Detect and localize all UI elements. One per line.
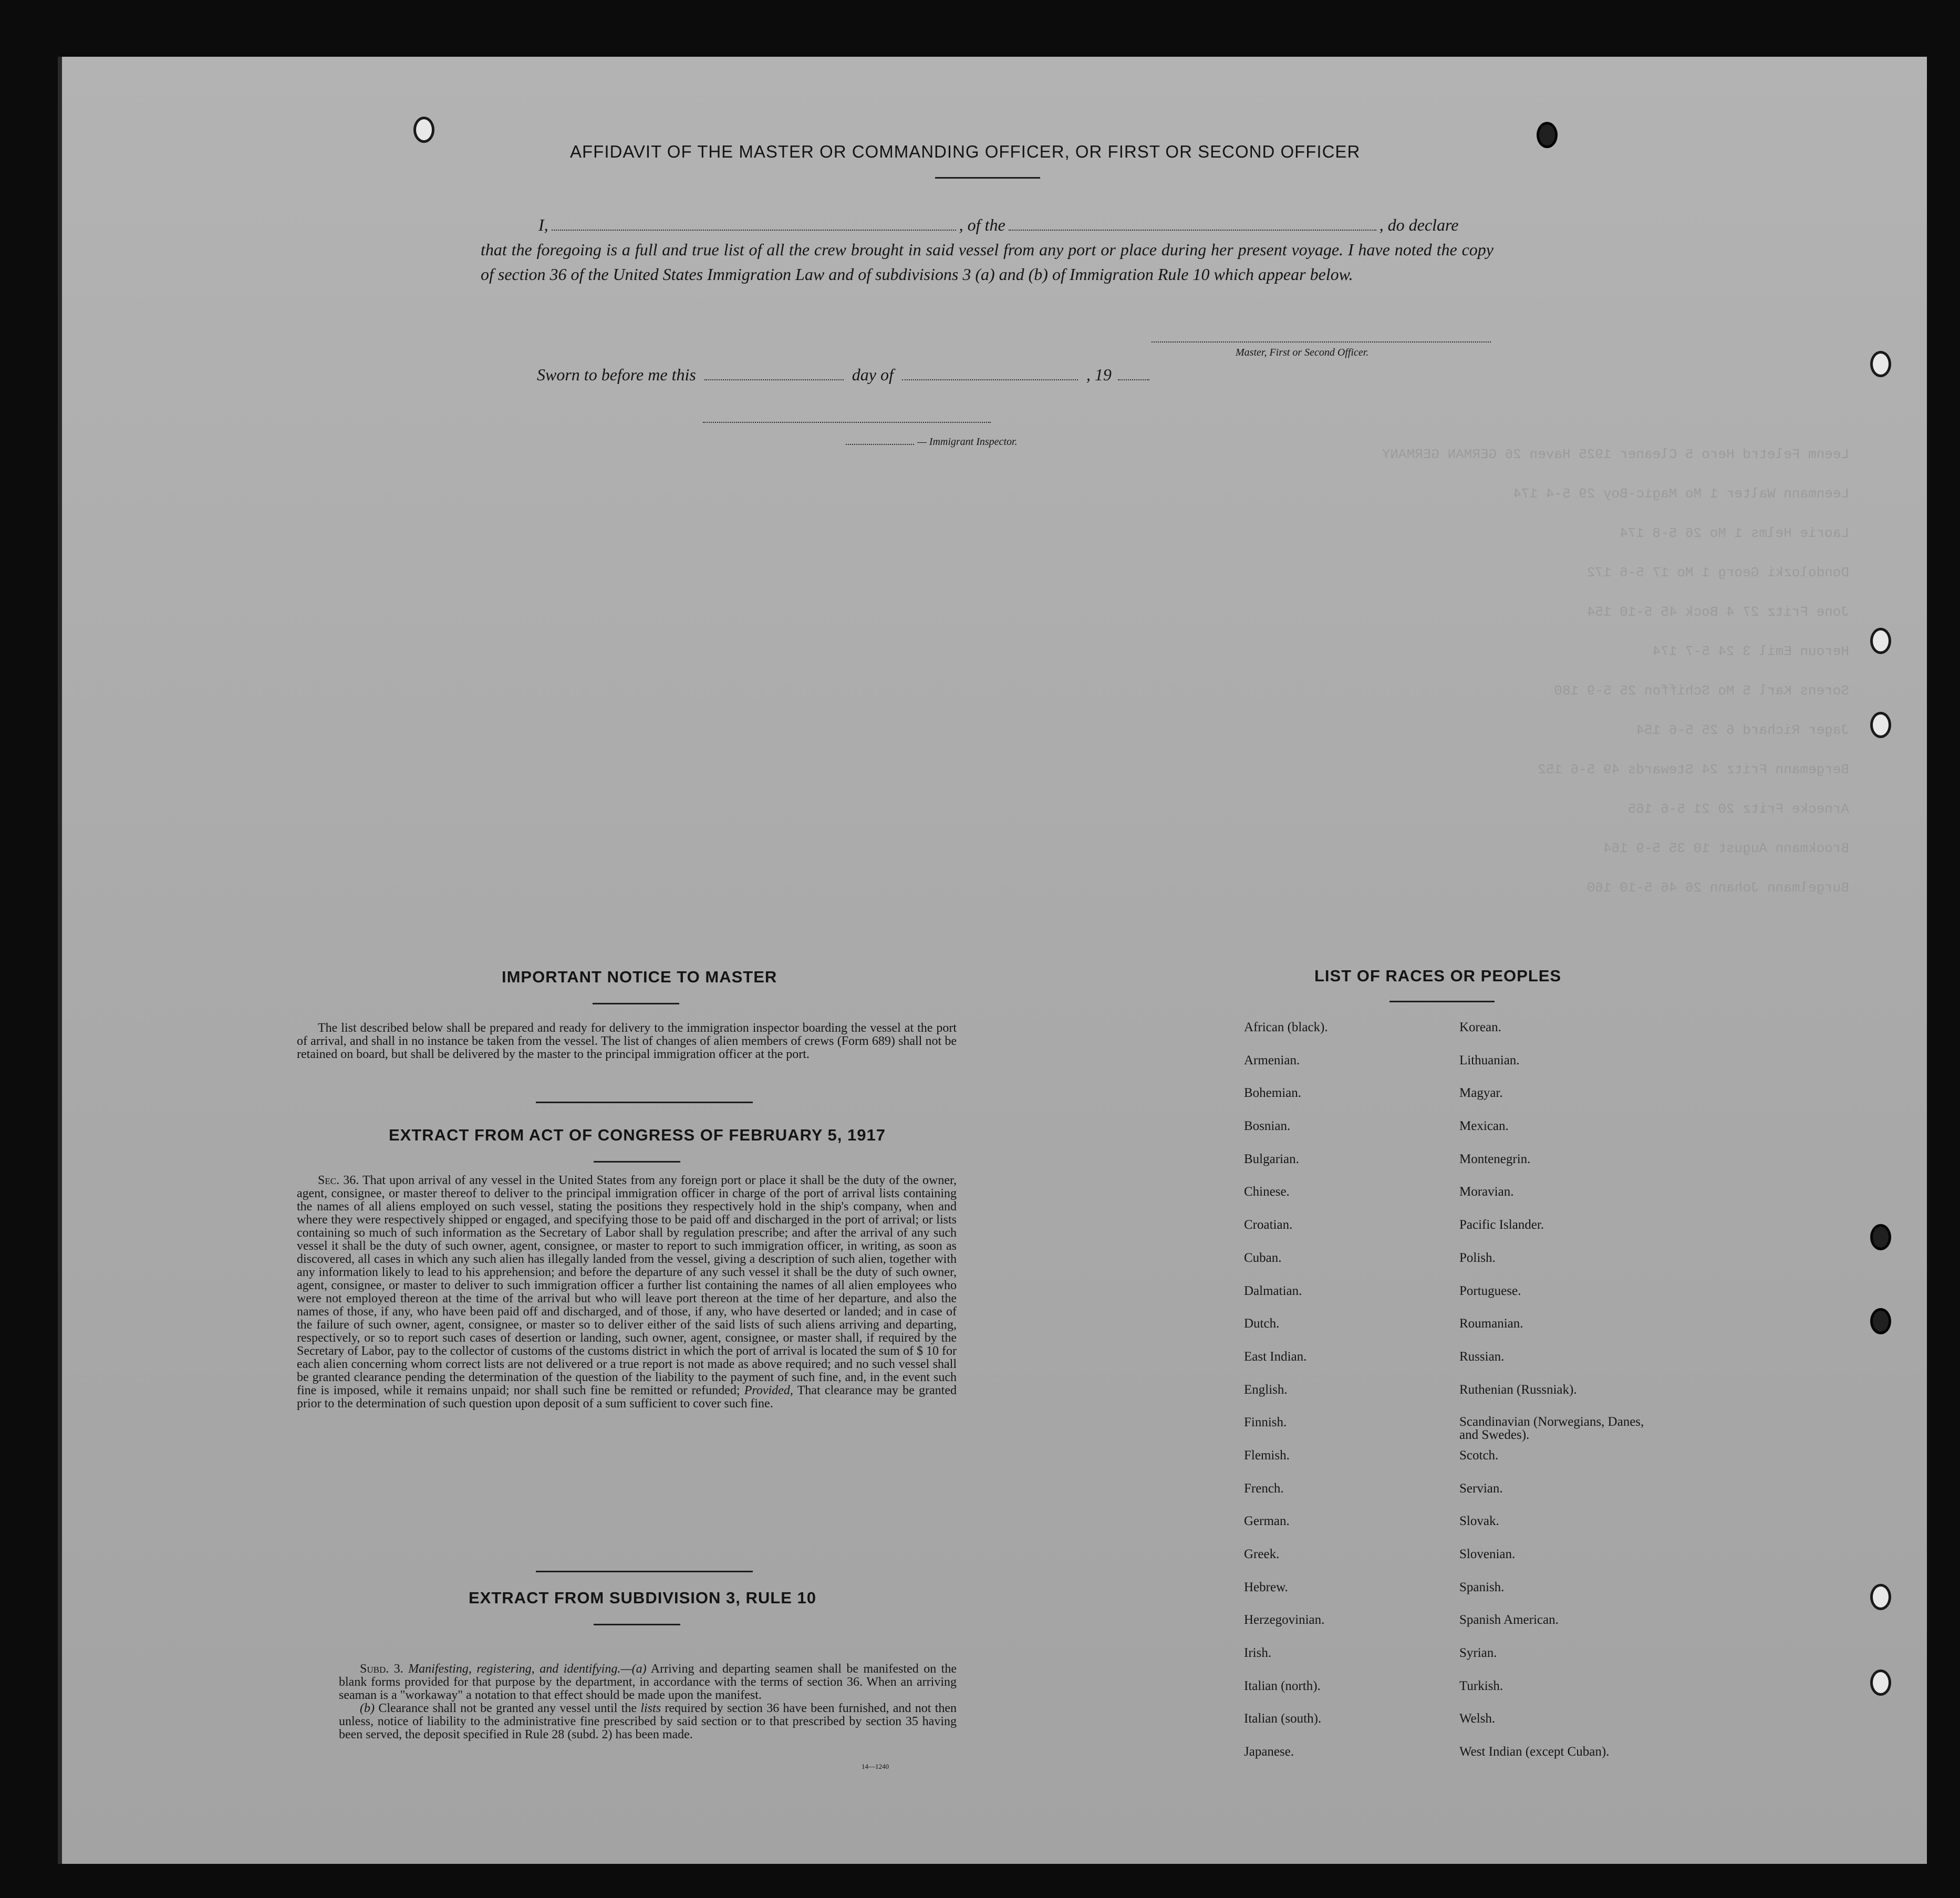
divider-rule [1389, 1001, 1495, 1002]
race-item: Scandinavian (Norwegians, Danes, and Swedes). [1459, 1415, 1644, 1443]
race-item: Welsh. [1459, 1712, 1496, 1726]
race-item: East Indian. [1244, 1349, 1307, 1364]
race-item: Spanish. [1459, 1580, 1505, 1594]
race-item: Servian. [1459, 1481, 1503, 1496]
race-item: Greek. [1244, 1547, 1280, 1561]
race-item: Scotch. [1459, 1448, 1499, 1463]
binder-hole [1870, 1224, 1891, 1250]
race-item: Herzegovinian. [1244, 1613, 1325, 1627]
inspector-signature-caption: — Immigrant Inspector. [846, 436, 1018, 448]
bleed-through-text: Leenm Feletrd Hero 5 Cleaner 1925 Haven 26 GERMAN GERMANY Leenmann Walter 1 Mo Magic-Boy 29 5-4 174 Laorie Helms 1 Mo 26 5-8 174 Dondolozki Georg 1 Mo 17 5-6 172 Jone Fritz 27 4 Bock 45 5-10 154 Heroun Emil 3 24 5-7 174 Sorens Karl 5 Mo Schiffon 25 5-9 180 Jager Richard 6 25 5-6 154 Bergemann Fritz 24 Stewards 49 5-6 152 Arnecke Fritz 20 21 5-6 165 Brookmann August 10 35 5-9 164 Burgelmann Johann 26 46 5-10 160 [1382, 447, 1849, 896]
race-item: Japanese. [1244, 1745, 1294, 1759]
affidavit-declare-label: , do declare [1379, 215, 1459, 234]
binder-hole [1870, 712, 1891, 738]
inspector-signature-line[interactable] [703, 422, 991, 423]
sworn-label: Sworn to before me this [537, 365, 696, 384]
races-right-column [1459, 1020, 1654, 1778]
act-body: Sec. 36. That upon arrival of any vessel in the United States from any foreign port or place it shall be the duty of the owner, agent, consignee, or master thereof to deliver to the principal immigration officer in charge of the port of arrival lists containing the names of all aliens employed on such vessel, stating the positions they respectively hold in the ship's company, when and where they were respectively shipped or engaged, and specifying those to be paid off and discharged in the port of arrival; or lists containing so much of such information as the Secretary of Labor shall by regulation prescribe; and after the arrival of any such vessel it shall be the duty of such owner, agent, consignee, or master to report to such immigration officer, in writing, as soon as discovered, all cases in which any such alien has illegally landed from the vessel, giving a description of such alien, together with any information likely to lead to his apprehension; and before the departure of any such vessel it shall be the duty of such owner, agent, consignee, or master to deliver to such immigration officer a further list containing the names of all alien employees who were not employed thereon at the time of the arrival but who will leave port thereon at the time of her departure, and also the names of those, if any, who have been paid off and discharged, and of those, if any, who have deserted or landed; and in case of the failure of such owner, agent, consignee, or master so to deliver either of the said lists of such aliens arriving and departing, respectively, or so to report such cases of desertion or landing, such owner, agent, consignee, or master shall, if required by the Secretary of Labor, pay to the collector of customs of the customs district in which the port of arrival is located the sum of $ 10 for each alien concerning whom correct lists are not delivered or a true report is not made as above required; and no such vessel shall be granted clearance pending the determination of the question of the liability to the payment of such fine, and, in the event such fine is imposed, while it remains unpaid; nor shall such fine be remitted or refunded; Provided, That clearance may be granted prior to the determination of such question upon deposit of a sum sufficient to cover such fine. [297, 1174, 957, 1410]
rule-body: Subd. 3. Manifesting, registering, and identifying.—(a) Arriving and departing seamen shall be manifested on the blank forms provided for that purpose by the department, in accordance with the terms of section 36. When an arriving seaman is a "workaway" a notation to that effect should be made upon the manifest. (b) Clearance shall not be granted any vessel until the lists required by section 36 have been furnished, and not then unless, notice of liability to the administrative fine prescribed by said section or to that prescribed by section 35 having been served, the deposit specified in Rule 28 (subd. 2) has been made. [339, 1662, 957, 1741]
race-item: Armenian. [1244, 1053, 1300, 1067]
race-item: West Indian (except Cuban). [1459, 1745, 1610, 1759]
races-left-column [1244, 1020, 1328, 1778]
race-item: French. [1244, 1481, 1284, 1496]
race-item: Montenegrin. [1459, 1152, 1531, 1166]
race-item: Syrian. [1459, 1646, 1497, 1661]
race-item: Roumanian. [1459, 1316, 1523, 1331]
race-item: Magyar. [1459, 1086, 1503, 1101]
race-item: Ruthenian (Russniak). [1459, 1382, 1577, 1397]
race-item: Croatian. [1244, 1218, 1293, 1232]
race-item: Finnish. [1244, 1415, 1287, 1430]
race-item: Flemish. [1244, 1448, 1290, 1463]
notice-title: IMPORTANT NOTICE TO MASTER [502, 968, 777, 986]
race-item: English. [1244, 1382, 1288, 1397]
race-item: African (black). [1244, 1020, 1328, 1034]
notice-body: The list described below shall be prepared and ready for delivery to the immigration inspector boarding the vessel at the port of arrival, and shall in no instance be taken from the vessel. The list of changes of alien members of crews (Form 689) shall not be retained on board, but shall be delivered by the master to the principal immigration officer at the port. [297, 1021, 957, 1061]
race-item: Pacific Islander. [1459, 1218, 1544, 1232]
race-item: Russian. [1459, 1349, 1505, 1364]
master-signature-line[interactable] [1152, 341, 1491, 343]
race-item: Polish. [1459, 1250, 1496, 1265]
affidavit-body: that the foregoing is a full and true list of all the crew brought in said vessel from any port or place during her present voyage. I have noted the copy of section 36 of the United States Immigration Law and of subdivisions 3 (a) and (b) of Immigration Rule 10 which appear below. [481, 240, 1494, 284]
affidavit-of-the-label: , of the [959, 215, 1005, 234]
race-item: Italian (north). [1244, 1678, 1321, 1693]
master-signature-caption: Master, First or Second Officer. [1236, 347, 1369, 358]
race-item: German. [1244, 1514, 1290, 1529]
day-of-label: day of [852, 365, 894, 384]
sworn-year-blank[interactable] [1118, 379, 1149, 380]
divider-rule [935, 177, 1040, 179]
divider-rule [593, 1003, 679, 1004]
race-item: Lithuanian. [1459, 1053, 1520, 1067]
sworn-line [537, 362, 1149, 387]
race-item: Dutch. [1244, 1316, 1280, 1331]
vessel-blank[interactable] [1009, 229, 1376, 231]
race-item: Turkish. [1459, 1678, 1503, 1693]
race-item: Dalmatian. [1244, 1283, 1302, 1298]
binder-hole [1870, 628, 1891, 654]
name-blank[interactable] [552, 229, 956, 231]
binder-hole [1870, 1308, 1891, 1334]
act-title: EXTRACT FROM ACT OF CONGRESS OF FEBRUARY 5, 1917 [389, 1126, 886, 1144]
race-item: Portuguese. [1459, 1283, 1521, 1298]
race-item: Moravian. [1459, 1185, 1514, 1199]
affidavit-title: AFFIDAVIT OF THE MASTER OR COMMANDING OFFICER, OR FIRST OR SECOND OFFICER [570, 142, 1361, 161]
race-item: Bohemian. [1244, 1086, 1302, 1101]
binder-hole [1870, 1584, 1891, 1610]
race-item: Slovak. [1459, 1514, 1499, 1529]
divider-rule [594, 1624, 680, 1625]
sworn-day-blank[interactable] [704, 379, 844, 380]
divider-rule [594, 1161, 680, 1163]
year-label: , 19 [1086, 365, 1112, 384]
race-item: Slovenian. [1459, 1547, 1516, 1561]
races-title: LIST OF RACES OR PEOPLES [1314, 967, 1562, 985]
binder-hole [1537, 122, 1558, 148]
race-item: Cuban. [1244, 1250, 1282, 1265]
divider-rule [536, 1102, 753, 1103]
affidavit-i-label: I, [538, 215, 548, 234]
race-item: Chinese. [1244, 1185, 1290, 1199]
race-item: Spanish American. [1459, 1613, 1559, 1627]
binder-hole [1870, 1669, 1891, 1696]
form-number: 14—1240 [862, 1762, 889, 1770]
divider-rule [536, 1571, 753, 1572]
race-item: Italian (south). [1244, 1712, 1322, 1726]
rule-title: EXTRACT FROM SUBDIVISION 3, RULE 10 [469, 1589, 816, 1607]
affidavit-declaration [481, 213, 1494, 287]
sworn-month-blank[interactable] [902, 379, 1078, 380]
race-item: Hebrew. [1244, 1580, 1288, 1594]
binder-hole [413, 117, 434, 143]
race-item: Korean. [1459, 1020, 1501, 1034]
race-item: Irish. [1244, 1646, 1272, 1661]
binder-hole [1870, 351, 1891, 377]
race-item: Bulgarian. [1244, 1152, 1299, 1166]
race-item: Mexican. [1459, 1119, 1509, 1134]
race-item: Bosnian. [1244, 1119, 1291, 1134]
